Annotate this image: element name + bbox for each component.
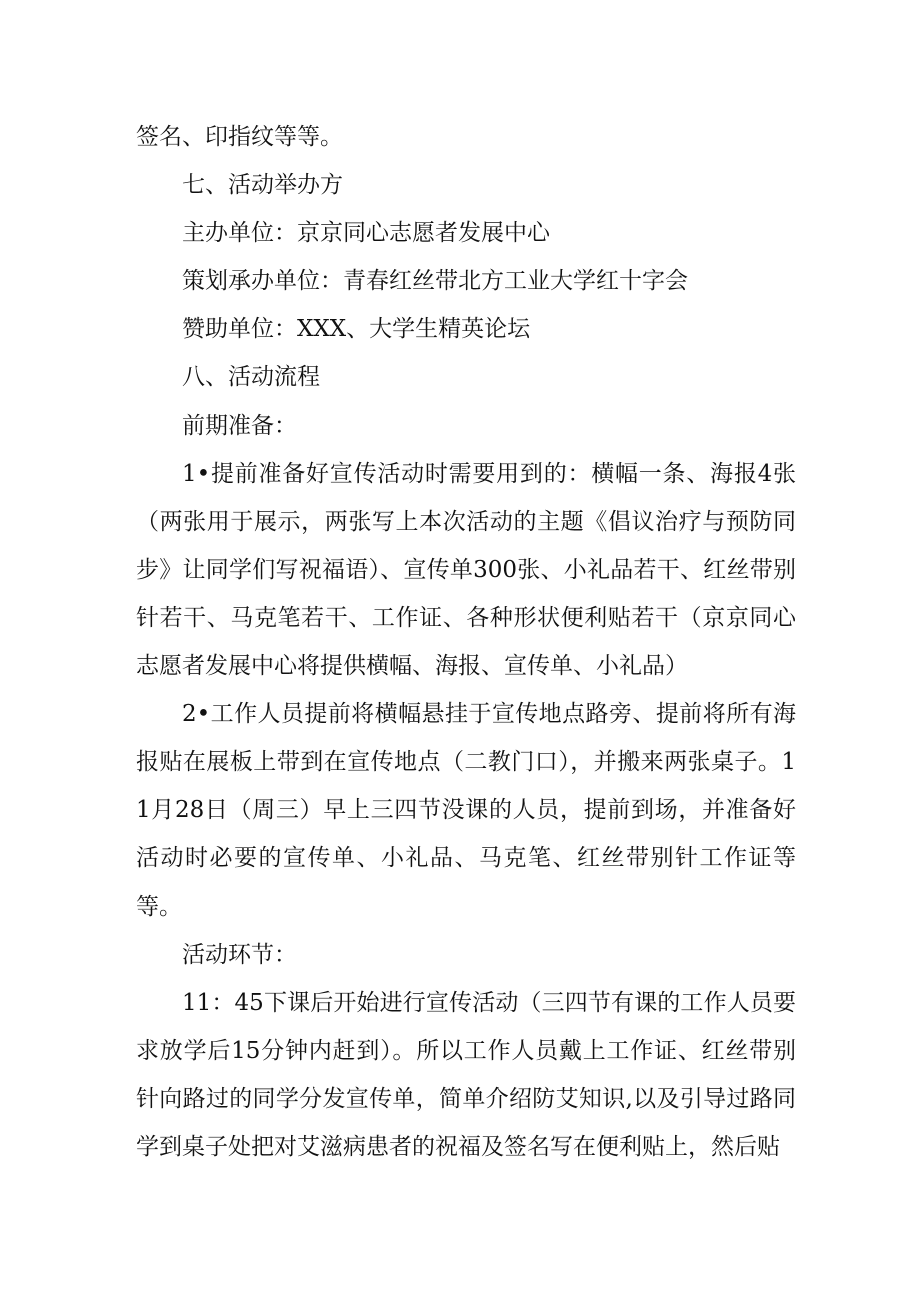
paragraph-continuation: 签名、印指纹等等。	[136, 124, 343, 150]
document-page	[136, 113, 796, 1171]
planning-organization: 策划承办单位：青春红丝带北方工业大学红十字会	[182, 268, 688, 295]
subheading-preparation: 前期准备：	[182, 412, 297, 439]
subheading-activity: 活动环节：	[182, 941, 297, 968]
section-heading-organizers: 七、活动举办方	[182, 172, 343, 199]
host-organization: 主办单位：京京同心志愿者发展中心	[182, 220, 550, 247]
activity-description: 11：45下课后开始进行宣传活动（三四节有课的工作人员要求放学后15分钟内赶到）。所以工作人员戴上工作证、红丝带别针向路过的同学分发宣传单，简单介绍防艾知识,以及引导过路同学到桌子处把对艾滋病患者的祝福及签名写在便利贴上，然后贴	[136, 989, 796, 1160]
preparation-item-1: 1•提前准备好宣传活动时需要用到的：横幅一条、海报4张（两张用于展示，两张写上本次活动的主题《倡议治疗与预防同步》让同学们写祝福语）、宣传单300张、小礼品若干、红丝带别针若干、马克笔若干、工作证、各种形状便利贴若干（京京同心志愿者发展中心将提供横幅、海报、宣传单、小礼品）	[136, 460, 796, 680]
preparation-item-2: 2•工作人员提前将横幅悬挂于宣传地点路旁、提前将所有海报贴在展板上带到在宣传地点（二教门口），并搬来两张桌子。11月28日（周三）早上三四节没课的人员，提前到场，并准备好活动时必要的宣传单、小礼品、马克笔、红丝带别针工作证等等。	[136, 701, 796, 920]
section-heading-process: 八、活动流程	[182, 364, 320, 391]
sponsor-organization: 赞助单位：XXX、大学生精英论坛	[182, 316, 531, 343]
